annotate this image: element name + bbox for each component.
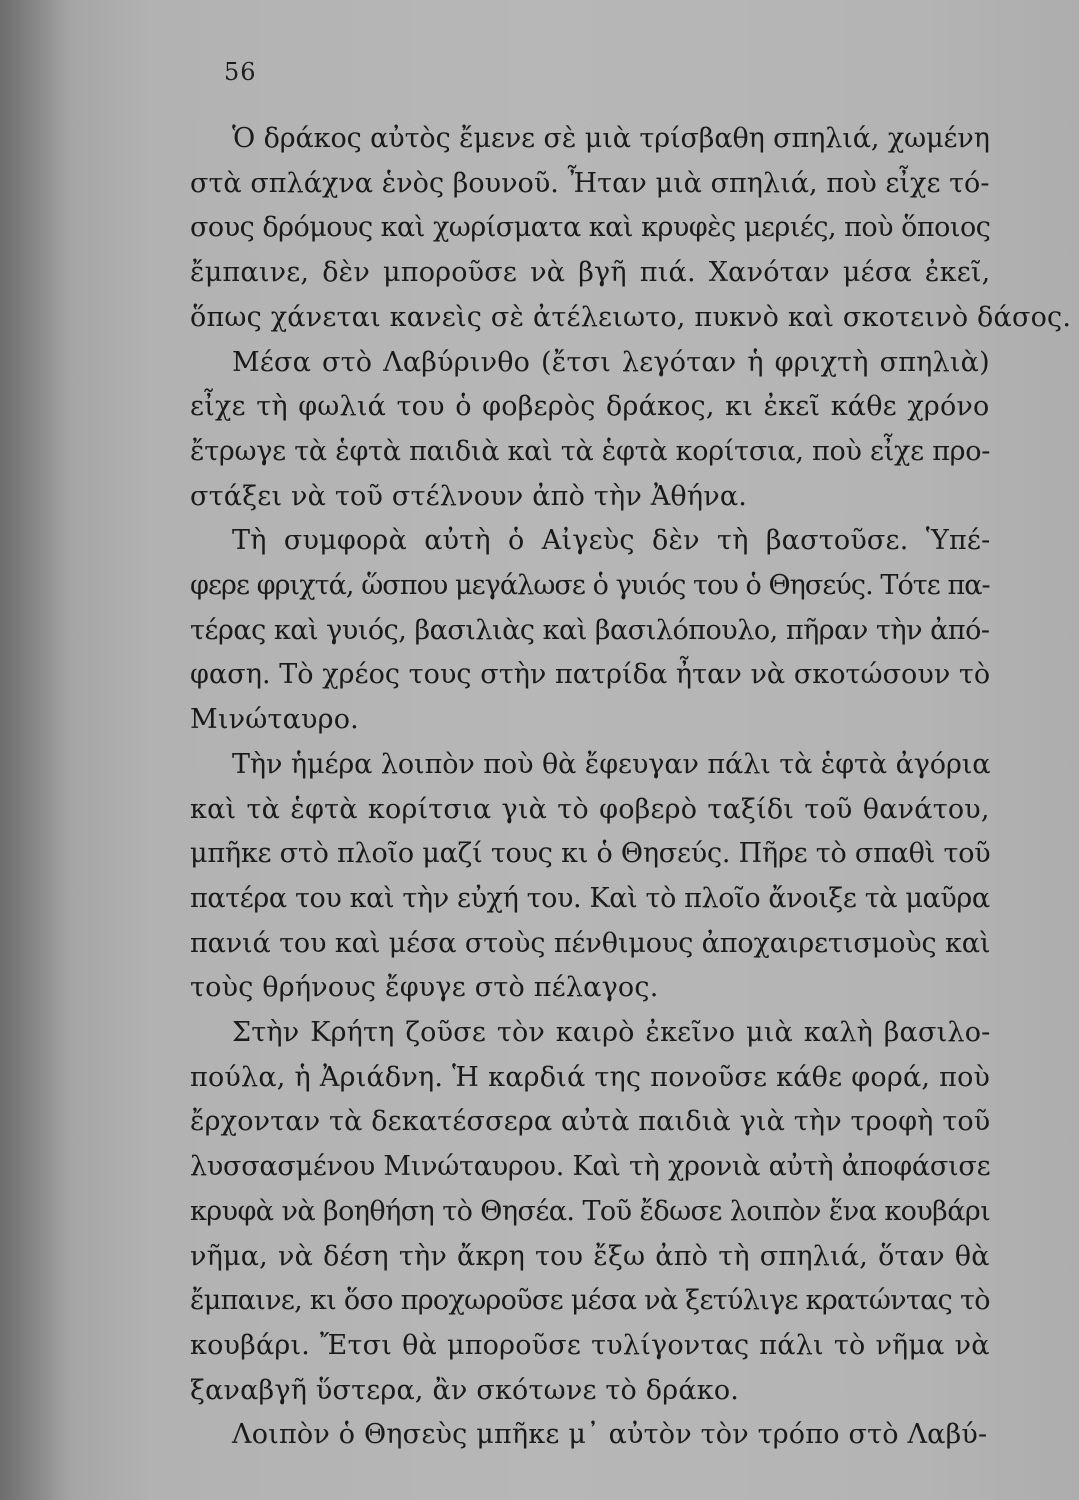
- text-line: σους δρόμους καὶ χωρίσματα καὶ κρυφὲς μεριές, ποὺ ὅποιος: [190, 212, 991, 244]
- text-line: Μέσα στὸ Λαβύρινθο (ἔτσι λεγόταν ἡ φριχτὴ σπηλιὰ): [232, 346, 990, 378]
- text-line: ἔμπαινε, δὲν μποροῦσε νὰ βγῆ πιά. Χανόταν μέσα ἐκεῖ,: [190, 257, 991, 289]
- text-line: ξαναβγῆ ὕστερα, ἂν σκότωνε τὸ δράκο.: [190, 1374, 740, 1406]
- text-line: στὰ σπλάχνα ἑνὸς βουνοῦ. Ἦταν μιὰ σπηλιά, ποὺ εἶχε τό-: [190, 167, 990, 199]
- text-line: τοὺς θρήνους ἔφυγε στὸ πέλαγος.: [190, 972, 659, 1004]
- text-line: ἔτρωγε τὰ ἑφτὰ παιδιὰ καὶ τὰ ἑφτὰ κορίτσια, ποὺ εἶχε προ-: [190, 435, 991, 467]
- text-line: τέρας καὶ γυιός, βασιλιὰς καὶ βασιλόπουλο, πῆραν τὴν ἀπό-: [190, 614, 990, 646]
- text-line: Μινώταυρο.: [190, 704, 359, 736]
- text-line: νῆμα, νὰ δέση τὴν ἄκρη του ἔξω ἀπὸ τὴ σπηλιά, ὅταν θὰ: [190, 1240, 990, 1272]
- text-line: στάξει νὰ τοῦ στέλνουν ἀπὸ τὴν Ἀθήνα.: [190, 480, 748, 512]
- text-line: καὶ τὰ ἑφτὰ κορίτσια γιὰ τὸ φοβερὸ ταξίδι τοῦ θανάτου,: [190, 793, 990, 825]
- text-line: Ὁ δράκος αὐτὸς ἔμενε σὲ μιὰ τρίσβαθη σπηλιά, χωμένη: [232, 123, 990, 154]
- text-line: ὅπως χάνεται κανεὶς σὲ ἀτέλειωτο, πυκνὸ καὶ σκοτεινὸ δάσος.: [190, 301, 1072, 333]
- text-line: Τὴ συμφορὰ αὐτὴ ὁ Αἰγεὺς δὲν τὴ βαστοῦσε. Ὑπέ-: [232, 525, 991, 557]
- text-line: Τὴν ἡμέρα λοιπὸν ποὺ θὰ ἔφευγαν πάλι τὰ ἑφτὰ ἀγόρια: [232, 748, 991, 780]
- text-line: φαση. Τὸ χρέος τους στὴν πατρίδα ἦταν νὰ σκοτώσουν τὸ: [190, 659, 991, 691]
- text-line: ἔρχονταν τὰ δεκατέσσερα αὐτὰ παιδιὰ γιὰ τὴν τροφὴ τοῦ: [190, 1106, 991, 1138]
- text-line: κουβάρι. Ἔτσι θὰ μποροῦσε τυλίγοντας πάλι τὸ νῆμα νὰ: [190, 1329, 990, 1361]
- text-line: πανιά του καὶ μέσα στοὺς πένθιμους ἀποχαιρετισμοὺς καὶ: [190, 927, 991, 959]
- text-line: μπῆκε στὸ πλοῖο μαζί τους κι ὁ Θησεύς. Πῆρε τὸ σπαθὶ τοῦ: [190, 838, 991, 870]
- page-number: 56: [224, 58, 257, 86]
- text-line: εἶχε τὴ φωλιά του ὁ φοβερὸς δράκος, κι ἐκεῖ κάθε χρόνο: [190, 391, 990, 423]
- text-line: Στὴν Κρήτη ζοῦσε τὸν καιρὸ ἐκεῖνο μιὰ καλὴ βασιλο-: [232, 1017, 991, 1048]
- text-line: κρυφὰ νὰ βοηθήση τὸ Θησέα. Τοῦ ἔδωσε λοιπὸν ἕνα κουβάρι: [190, 1195, 991, 1227]
- text-line: ἔμπαινε, κι ὅσο προχωροῦσε μέσα νὰ ξετύλιγε κρατώντας τὸ: [190, 1285, 990, 1317]
- text-line: πούλα, ἡ Ἀριάδνη. Ἡ καρδιά της πονοῦσε κάθε φορά, ποὺ: [190, 1061, 991, 1093]
- text-line: λυσσασμένου Μινώταυρου. Καὶ τὴ χρονιὰ αὐτὴ ἀποφάσισε: [190, 1151, 991, 1183]
- text-line: πατέρα του καὶ τὴν εὐχή του. Καὶ τὸ πλοῖο ἄνοιξε τὰ μαῦρα: [190, 882, 990, 914]
- text-line: Λοιπὸν ὁ Θησεὺς μπῆκε μ᾽ αὐτὸν τὸν τρόπο στὸ Λαβύ-: [232, 1419, 988, 1451]
- text-line: φερε φριχτά, ὥσπου μεγάλωσε ὁ γυιός του ὁ Θησεύς. Τότε πα-: [190, 570, 990, 601]
